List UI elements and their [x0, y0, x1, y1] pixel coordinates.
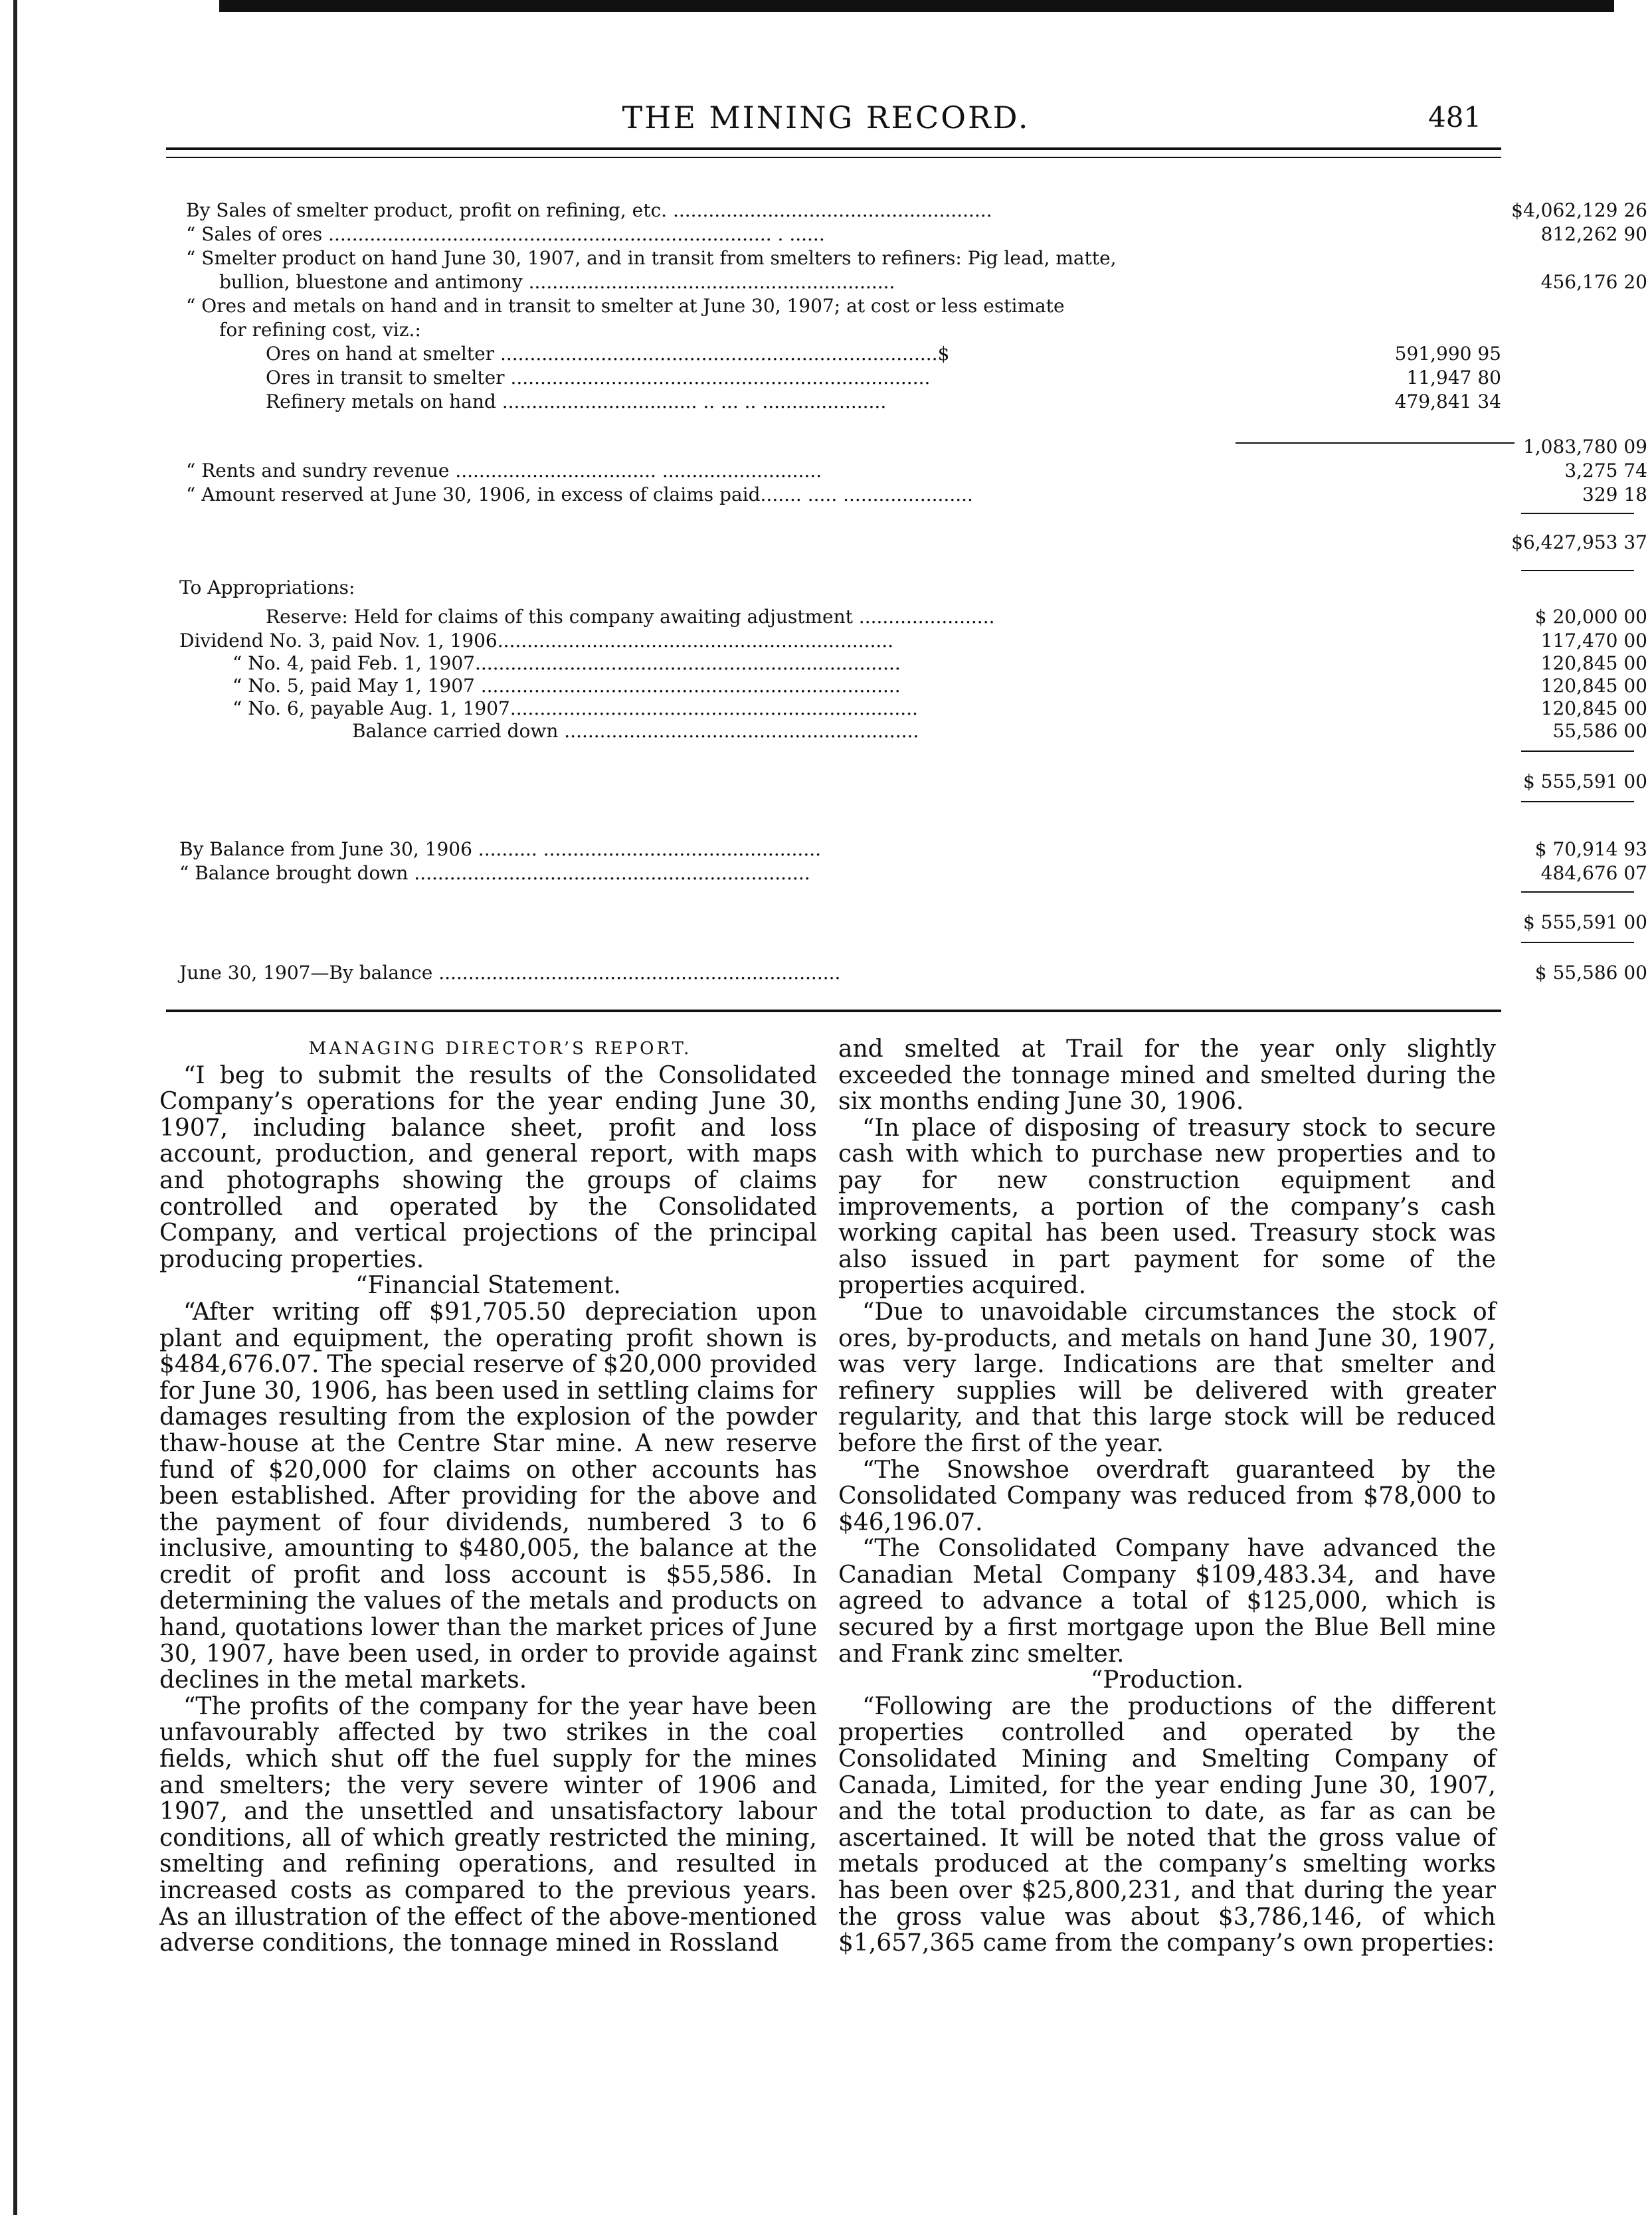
ledger-label: “ Ores and metals on hand and in transit to smelter at June 30, 1907; at cost or less estimate: [186, 295, 1065, 317]
ledger-amount: 3,275 74: [1564, 460, 1647, 482]
report-subheading: “Financial Statement.: [355, 1272, 621, 1300]
ledger-label: for refining cost, viz.:: [219, 319, 421, 341]
ledger-label: “ No. 4, paid Feb. 1, 1907........................................................................: [232, 652, 901, 674]
ledger-label: Reserve: Held for claims of this company awaiting adjustment .......................: [266, 606, 995, 628]
report-subheading: “Production.: [1090, 1666, 1244, 1694]
ledger-amount: 329 18: [1582, 484, 1647, 505]
report-paragraph: “In place of disposing of treasury stock to secure cash with which to purchase new properties and to pay for new construction equipment and improvements, a portion of the company’s cash working capital has been used. Treasury stock was also issued in part payment for some of the properties acquired.: [838, 1114, 1496, 1300]
left-edge-bar: [13, 0, 17, 2215]
appropriations-section: [166, 576, 1647, 822]
section-rule: [166, 1010, 1501, 1012]
ledger-label: To Appropriations:: [179, 576, 355, 598]
report-paragraph: “Following are the productions of the different properties controlled and operated by the Consolidated Mining and Smelting Company of Canada, Limited, for the year ending June 30, 1907, and the total production to date, as far as can be ascertained. It will be noted that the gross value of metals produced at the company’s smelting works has been over $25,800,231, and that during the year the gross value was about $3,786,146, of which $1,657,365 came from the company’s own properties:: [838, 1692, 1496, 1957]
ledger-label: Refinery metals on hand ................................. .. ... .. .....................: [266, 391, 887, 412]
total-rule: [1521, 513, 1634, 514]
ledger-label: June 30, 1907—By balance ....................................................................: [179, 962, 841, 984]
total-rule: [1521, 751, 1634, 752]
ledger-label: Dividend No. 3, paid Nov. 1, 1906...................................................................: [179, 630, 894, 652]
header-rule-thin: [166, 157, 1501, 158]
total-double-rule: [1521, 570, 1634, 571]
ledger-amount: $ 70,914 93: [1534, 838, 1647, 860]
ledger-amount: 812,262 90: [1540, 223, 1647, 245]
ledger-amount: $ 20,000 00: [1534, 606, 1647, 628]
report-left-column: [159, 1036, 817, 1957]
ledger-label: By Sales of smelter product, profit on refining, etc. ......................................................: [186, 199, 992, 221]
ledger-label: “ Sales of ores ........................................................................... . ......: [186, 223, 825, 245]
subtotal-rule: [1236, 442, 1514, 444]
report-paragraph: “Due to unavoidable circumstances the stock of ores, by-products, and metals on hand June 30, 1907, was very large. Indications are that smelter and refinery supplies will be delivered with greater regularity, and that this large stock will be reduced before the first of the year.: [838, 1298, 1496, 1457]
ledger-label: “ Rents and sundry revenue .................................. ...........................: [186, 460, 822, 482]
report-right-column: [838, 1036, 1496, 1957]
ledger-amount: 1,083,780 09: [1522, 436, 1647, 458]
ledger-label: Balance carried down ............................................................: [352, 720, 919, 742]
ledger-label: “ No. 6, payable Aug. 1, 1907.....................................................................: [232, 697, 918, 719]
appropriations-total: $ 555,591 00: [1522, 770, 1647, 792]
ledger-amount: 456,176 20: [1540, 271, 1647, 293]
top-edge-bar: [219, 0, 1614, 12]
ledger-label: Ores in transit to smelter .......................................................................: [266, 367, 931, 389]
ledger-label: “ Amount reserved at June 30, 1906, in excess of claims paid....... ..... ......................: [186, 484, 973, 505]
income-total: $6,427,953 37: [1511, 531, 1647, 553]
ledger-subamount: 479,841 34: [1394, 391, 1501, 412]
ledger-label: By Balance from June 30, 1906 .......... ...............................................: [179, 838, 822, 860]
report-paragraph: “The Consolidated Company have advanced the Canadian Metal Company $109,483.34, and have agreed to advance a total of $125,000, which is secured by a first mortgage upon the Blue Bell mine and Frank zinc smelter.: [838, 1535, 1496, 1668]
balance-section: [166, 838, 1647, 998]
running-title: THE MINING RECORD.: [622, 100, 1030, 135]
ledger-label: “ Smelter product on hand June 30, 1907, and in transit from smelters to refiners: Pig lead, matte,: [186, 247, 1117, 269]
header-rule: [166, 147, 1501, 150]
report-paragraph: “The profits of the company for the year have been unfavourably affected by two strikes in the coal fields, which shut off the fuel supply for the mines and smelters; the very severe winter of 1906 and 1907, and the unsettled and unsatisfactory labour conditions, all of which greatly restricted the mining, smelting and refining operations, and resulted in increased costs as compared to the previous years. As an illustration of the effect of the above-mentioned adverse conditions, the tonnage mined in Rossland: [159, 1692, 817, 1957]
ledger-label: “ Balance brought down ...................................................................: [179, 862, 810, 884]
ledger-subamount: 591,990 95: [1394, 343, 1501, 365]
report-heading: MANAGING DIRECTOR’S REPORT.: [308, 1039, 692, 1059]
report-paragraph: and smelted at Trail for the year only slightly exceeded the tonnage mined and smelted during the six months ending June 30, 1906.: [838, 1035, 1496, 1116]
ledger-label: Ores on hand at smelter ..........................................................................$: [266, 343, 950, 365]
total-double-rule: [1521, 801, 1634, 802]
ledger-amount: 120,845 00: [1540, 697, 1647, 719]
ledger-subamount: 11,947 80: [1406, 367, 1501, 389]
total-rule: [1521, 891, 1634, 893]
final-balance: $ 55,586 00: [1534, 962, 1647, 984]
ledger-amount: $4,062,129 26: [1511, 199, 1647, 221]
report-paragraph: “The Snowshoe overdraft guaranteed by the Consolidated Company was reduced from $78,000 to $46,196.07.: [838, 1456, 1496, 1536]
ledger-amount: 55,586 00: [1552, 720, 1647, 742]
balance-total: $ 555,591 00: [1522, 911, 1647, 933]
page-number: 481: [1428, 101, 1482, 133]
ledger-label: bullion, bluestone and antimony ..............................................................: [219, 271, 895, 293]
report-paragraph: “I beg to submit the results of the Consolidated Company’s operations for the year ending June 30, 1907, including balance sheet, profit and loss account, production, and general report, with maps and photographs showing the groups of claims controlled and operated by the Consolidated Company, and vertical projections of the principal producing properties.: [159, 1061, 817, 1273]
report-paragraph: “After writing off $91,705.50 depreciation upon plant and equipment, the operating profit shown is $484,676.07. The special reserve of $20,000 provided for June 30, 1906, has been used in settling claims for damages resulting from the explosion of the powder thaw-house at the Centre Star mine. A new reserve fund of $20,000 for claims on other accounts has been established. After providing for the above and the payment of four dividends, numbered 3 to 6 inclusive, amounting to $480,005, the balance at the credit of profit and loss account is $55,586. In determining the values of the metals and products on hand, quotations lower than the market prices of June 30, 1907, have been used, in order to provide against declines in the metal markets.: [159, 1298, 817, 1694]
ledger-amount: 120,845 00: [1540, 652, 1647, 674]
ledger-amount: 120,845 00: [1540, 675, 1647, 697]
ledger-amount: 117,470 00: [1540, 630, 1647, 652]
ledger-label: “ No. 5, paid May 1, 1907 .......................................................................: [232, 675, 901, 697]
ledger-amount: 484,676 07: [1540, 862, 1647, 884]
income-section: [166, 199, 1647, 571]
total-double-rule: [1521, 942, 1634, 943]
